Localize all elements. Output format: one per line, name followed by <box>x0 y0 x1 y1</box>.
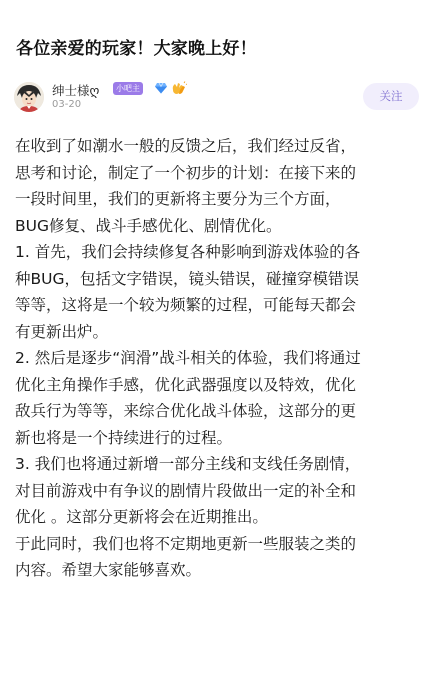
post-title: 各位亲爱的玩家！大家晚上好！ <box>16 39 257 59</box>
follow-button[interactable]: 关注 <box>363 83 419 110</box>
body-line: BUG修复、战斗手感优化、剧情优化。 <box>15 216 282 235</box>
body-line: 敌兵行为等等，来综合优化战斗体验，这部分的更 <box>15 402 357 420</box>
diamond-icon <box>154 81 168 95</box>
body-line: 优化 。这部分更新将会在近期推出。 <box>15 508 268 526</box>
avatar-icon <box>14 82 44 112</box>
post-date: 03-20 <box>52 99 82 110</box>
body-line: 3. 我们也将通过新增一部分主线和支线任务剧情， <box>15 455 361 473</box>
avatar[interactable] <box>14 82 44 112</box>
body-line: 等等，这将是一个较为频繁的过程，可能每天都会 <box>15 296 357 314</box>
clapping-hands-icon <box>171 81 187 95</box>
body-line: 1. 首先，我们会持续修复各种影响到游戏体验的各 <box>15 243 361 261</box>
post-body <box>15 133 420 584</box>
body-line: 种BUG，包括文字错误，镜头错误，碰撞穿模错误 <box>15 269 359 288</box>
body-line: 新也将是一个持续进行的过程。 <box>15 428 233 447</box>
moderator-badge: 小吧主 <box>113 82 143 95</box>
body-line: 一段时间里，我们的更新将主要分为三个方面， <box>15 190 341 208</box>
body-line: 优化主角操作手感，优化武器强度以及特效，优化 <box>15 375 357 394</box>
body-line: 内容。希望大家能够喜欢。 <box>15 561 202 579</box>
author-name[interactable]: 绅士様ღ <box>52 83 100 98</box>
body-line: 在收到了如潮水一般的反馈之后，我们经过反省， <box>15 137 357 155</box>
author-row <box>14 80 419 116</box>
body-line: 2. 然后是逐步“润滑”战斗相关的体验，我们将通过 <box>15 349 361 367</box>
body-line: 思考和讨论，制定了一个初步的计划：在接下来的 <box>15 163 357 182</box>
body-line: 对目前游戏中有争议的剧情片段做出一定的补全和 <box>15 481 357 500</box>
body-line: 于此同时，我们也将不定期地更新一些服装之类的 <box>15 534 357 553</box>
body-line: 有更新出炉。 <box>15 322 109 341</box>
